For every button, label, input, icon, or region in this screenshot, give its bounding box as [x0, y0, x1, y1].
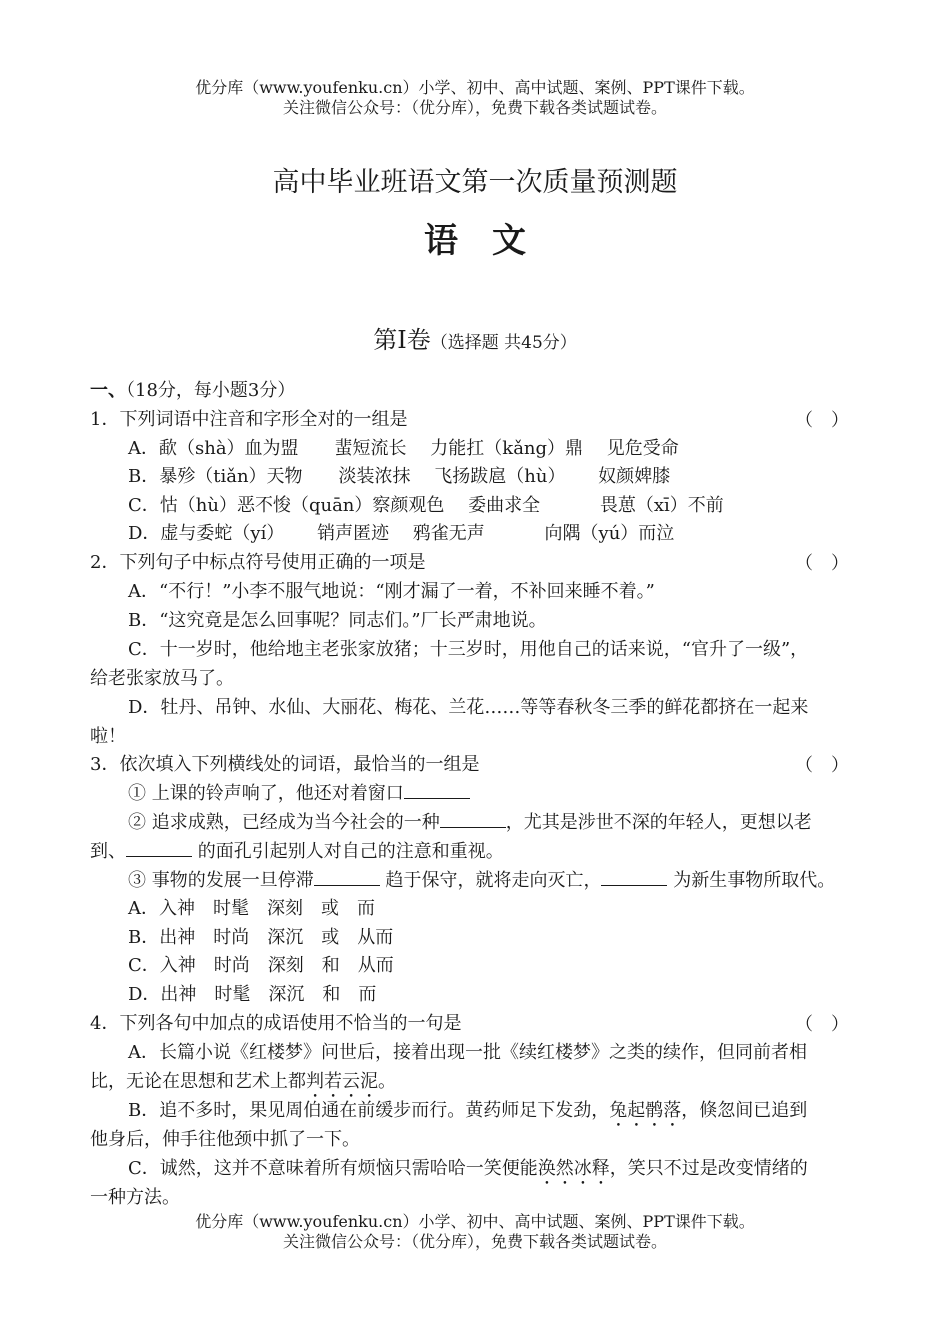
q4-c-text: C．诚然，这并不意味着所有烦恼只需哈哈一笑便能 [128, 1158, 538, 1179]
q2-stem: 2．下列句子中标点符号使用正确的一项是 [90, 552, 426, 573]
footer-line-1: 优分库（www.youfenku.cn）小学、初中、高中试题、案例、PPT课件下载。 [195, 1212, 755, 1231]
section-heading [0, 320, 950, 355]
q3-s2-text-b: ，尤其是涉世不深的年轻人，更想以老 [505, 812, 812, 833]
q2-answer-paren: （ ） [795, 553, 849, 574]
q3-s1-text: ① 上课的铃声响了，他还对着窗口 [128, 783, 404, 804]
q3-blank-1 [404, 780, 470, 799]
exam-title: 高中毕业班语文第一次质量预测题 [272, 167, 678, 198]
q3-s3-text-b: 趋于保守，就将走向灭亡， [385, 870, 602, 891]
q3-s2-text-a: ② 追求成熟，已经成为当今社会的一种 [128, 812, 440, 833]
q4-option-c-line2: 一种方法。 [90, 1187, 180, 1208]
q1-option-c: C．怙（hù）恶不悛（quān）察颜观色 委曲求全 畏葸（xī）不前 [128, 495, 724, 516]
q4-a-idiom: 判若云泥 [306, 1071, 378, 1092]
q2-option-c-line1: C．十一岁时，他给地主老张家放猪；十三岁时，用他自己的话来说，“官升了一级”， [128, 639, 809, 660]
q3-sentence-2-cont [90, 838, 504, 866]
q1-answer-paren: （ ） [795, 410, 849, 431]
q3-sentence-1 [128, 780, 470, 808]
subject-title: 语 文 [424, 221, 526, 261]
q2-option-b: B．“这究竟是怎么回事呢？同志们。”厂长严肃地说。 [128, 610, 547, 631]
q3-option-d: D．出神 时髦 深沉 和 而 [128, 984, 377, 1005]
part-label: 一、 [90, 380, 126, 401]
q1-stem: 1．下列词语中注音和字形全对的一组是 [90, 409, 408, 430]
q2-option-c-line2: 给老张家放马了。 [90, 668, 234, 689]
q3-s3-text-a: ③ 事物的发展一旦停滞 [128, 870, 314, 891]
q3-answer-paren: （ ） [795, 755, 849, 776]
q2-option-d-line1: D．牡丹、吊钟、水仙、大丽花、梅花、兰花……等等春秋冬三季的鲜花都挤在一起来 [128, 697, 809, 718]
q3-blank-5 [601, 867, 667, 886]
q3-s2-text-c: 到、 [90, 841, 126, 862]
q3-blank-3 [126, 838, 192, 857]
section-name: 第Ⅰ卷 [373, 326, 431, 354]
q4-answer-paren: （ ） [795, 1014, 849, 1035]
q4-a-text: 比，无论在思想和艺术上都 [90, 1071, 306, 1092]
footer-line-2: 关注微信公众号：（优分库），免费下载各类试题试卷。 [282, 1232, 667, 1251]
part-heading [90, 377, 295, 405]
q3-blank-4 [314, 867, 380, 886]
q4-option-c-line1 [128, 1155, 808, 1189]
q1-option-a: A．歃（shà）血为盟 蜚短流长 力能扛（kǎng）鼎 见危受命 [128, 438, 679, 459]
q3-option-c: C．入神 时尚 深刻 和 从而 [128, 955, 394, 976]
header-line-2: 关注微信公众号：（优分库），免费下载各类试题试卷。 [282, 98, 667, 117]
q4-stem: 4．下列各句中加点的成语使用不恰当的一句是 [90, 1013, 462, 1034]
q3-s3-text-c: 为新生事物所取代。 [673, 870, 836, 891]
q1-option-d: D．虚与委蛇（yí） 销声匿迹 鸦雀无声 向隅（yú）而泣 [128, 523, 675, 544]
q3-sentence-2 [128, 809, 812, 837]
q3-sentence-3 [128, 867, 835, 895]
q4-a-end: 。 [378, 1071, 396, 1092]
q2-option-d-line2: 啦！ [90, 726, 126, 747]
q4-option-a-line1: A．长篇小说《红楼梦》问世后，接着出现一批《续红楼梦》之类的续作，但同前者相 [128, 1042, 807, 1063]
q2-option-a: A．“不行！”小李不服气地说：“刚才漏了一着，不补回来睡不着。” [128, 581, 655, 602]
part-note: （18分，每小题3分） [126, 380, 296, 401]
header-line-1: 优分库（www.youfenku.cn）小学、初中、高中试题、案例、PPT课件下载。 [195, 78, 755, 97]
q4-c-end: ，笑只不过是改变情绪的 [609, 1158, 808, 1179]
q4-option-b-line2: 他身后，伸手往他颈中抓了一下。 [90, 1129, 360, 1150]
q3-option-a: A．入神 时髦 深刻 或 而 [128, 898, 375, 919]
q3-s2-text-d: 的面孔引起别人对自己的注意和重视。 [197, 841, 504, 862]
q3-stem: 3．依次填入下列横线处的词语，最恰当的一组是 [90, 754, 480, 775]
q3-option-b: B．出神 时尚 深沉 或 从而 [128, 927, 394, 948]
q4-b-idiom: 兔起鹘落 [609, 1100, 682, 1121]
q3-blank-2 [440, 809, 506, 828]
q1-option-b: B．暴殄（tiǎn）天物 淡装浓抹 飞扬跋扈（hù） 奴颜婢膝 [128, 466, 671, 487]
section-note: （选择题 共45分） [430, 333, 577, 353]
q4-c-idiom: 涣然冰释 [537, 1158, 610, 1179]
q4-b-end: ，倏忽间已追到 [681, 1100, 808, 1121]
q4-b-text: B．追不多时，果见周伯通在前缓步而行。黄药师足下发劲， [128, 1100, 610, 1121]
